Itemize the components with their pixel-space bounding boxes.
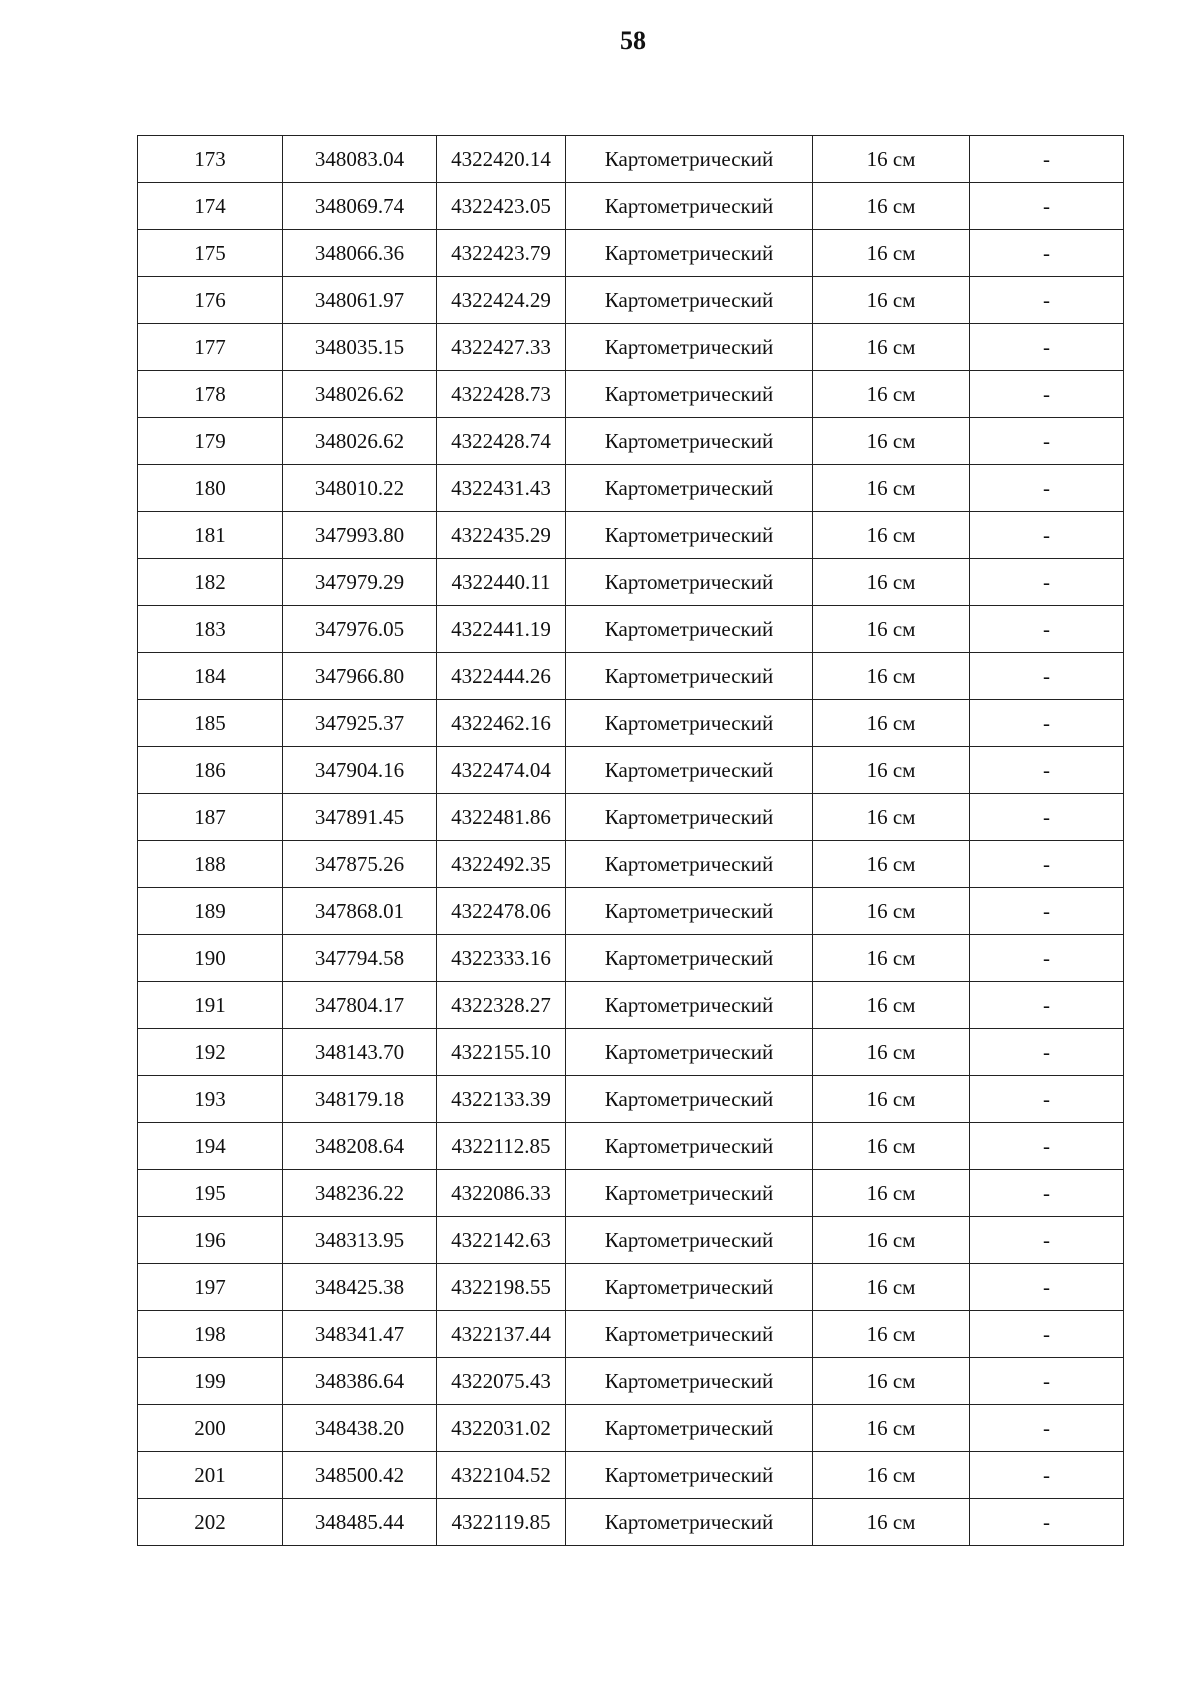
table-row: [138, 935, 1124, 982]
method-cell: Картометрический: [566, 136, 813, 183]
table-row: [138, 1170, 1124, 1217]
y-coordinate-cell: 4322104.52: [437, 1452, 566, 1499]
x-coordinate-cell: 347925.37: [283, 700, 437, 747]
x-coordinate-cell: 348500.42: [283, 1452, 437, 1499]
description-cell: -: [970, 277, 1124, 324]
x-coordinate-cell: 348069.74: [283, 183, 437, 230]
x-coordinate-cell: 347794.58: [283, 935, 437, 982]
point-number-cell: 176: [138, 277, 283, 324]
point-number-cell: 179: [138, 418, 283, 465]
table-row: [138, 1217, 1124, 1264]
accuracy-cell: 16 см: [813, 324, 970, 371]
accuracy-cell: 16 см: [813, 653, 970, 700]
method-cell: Картометрический: [566, 747, 813, 794]
table-row: [138, 418, 1124, 465]
accuracy-cell: 16 см: [813, 1123, 970, 1170]
y-coordinate-cell: 4322075.43: [437, 1358, 566, 1405]
x-coordinate-cell: 347979.29: [283, 559, 437, 606]
y-coordinate-cell: 4322086.33: [437, 1170, 566, 1217]
accuracy-cell: 16 см: [813, 888, 970, 935]
y-coordinate-cell: 4322137.44: [437, 1311, 566, 1358]
x-coordinate-cell: 348066.36: [283, 230, 437, 277]
accuracy-cell: 16 см: [813, 747, 970, 794]
x-coordinate-cell: 348061.97: [283, 277, 437, 324]
method-cell: Картометрический: [566, 653, 813, 700]
method-cell: Картометрический: [566, 230, 813, 277]
y-coordinate-cell: 4322420.14: [437, 136, 566, 183]
point-number-cell: 186: [138, 747, 283, 794]
description-cell: -: [970, 1358, 1124, 1405]
y-coordinate-cell: 4322428.74: [437, 418, 566, 465]
description-cell: -: [970, 1405, 1124, 1452]
table-row: [138, 700, 1124, 747]
point-number-cell: 174: [138, 183, 283, 230]
y-coordinate-cell: 4322142.63: [437, 1217, 566, 1264]
description-cell: -: [970, 747, 1124, 794]
accuracy-cell: 16 см: [813, 794, 970, 841]
method-cell: Картометрический: [566, 1499, 813, 1546]
x-coordinate-cell: 348179.18: [283, 1076, 437, 1123]
point-number-cell: 192: [138, 1029, 283, 1076]
x-coordinate-cell: 348026.62: [283, 371, 437, 418]
point-number-cell: 198: [138, 1311, 283, 1358]
table-row: [138, 1405, 1124, 1452]
method-cell: Картометрический: [566, 794, 813, 841]
y-coordinate-cell: 4322423.79: [437, 230, 566, 277]
accuracy-cell: 16 см: [813, 1452, 970, 1499]
x-coordinate-cell: 348313.95: [283, 1217, 437, 1264]
description-cell: -: [970, 841, 1124, 888]
description-cell: -: [970, 1499, 1124, 1546]
x-coordinate-cell: 348341.47: [283, 1311, 437, 1358]
x-coordinate-cell: 348438.20: [283, 1405, 437, 1452]
y-coordinate-cell: 4322119.85: [437, 1499, 566, 1546]
y-coordinate-cell: 4322474.04: [437, 747, 566, 794]
accuracy-cell: 16 см: [813, 700, 970, 747]
table-row: [138, 888, 1124, 935]
table-row: [138, 606, 1124, 653]
x-coordinate-cell: 348208.64: [283, 1123, 437, 1170]
point-number-cell: 199: [138, 1358, 283, 1405]
description-cell: -: [970, 794, 1124, 841]
method-cell: Картометрический: [566, 982, 813, 1029]
accuracy-cell: 16 см: [813, 1358, 970, 1405]
method-cell: Картометрический: [566, 935, 813, 982]
point-number-cell: 195: [138, 1170, 283, 1217]
method-cell: Картометрический: [566, 1452, 813, 1499]
point-number-cell: 185: [138, 700, 283, 747]
coordinates-table-body: [138, 136, 1124, 1546]
description-cell: -: [970, 1311, 1124, 1358]
accuracy-cell: 16 см: [813, 841, 970, 888]
method-cell: Картометрический: [566, 1123, 813, 1170]
table-row: [138, 371, 1124, 418]
table-row: [138, 183, 1124, 230]
y-coordinate-cell: 4322424.29: [437, 277, 566, 324]
description-cell: -: [970, 653, 1124, 700]
point-number-cell: 200: [138, 1405, 283, 1452]
accuracy-cell: 16 см: [813, 1264, 970, 1311]
point-number-cell: 194: [138, 1123, 283, 1170]
description-cell: -: [970, 1076, 1124, 1123]
point-number-cell: 202: [138, 1499, 283, 1546]
x-coordinate-cell: 348083.04: [283, 136, 437, 183]
accuracy-cell: 16 см: [813, 1029, 970, 1076]
table-row: [138, 653, 1124, 700]
table-row: [138, 559, 1124, 606]
y-coordinate-cell: 4322435.29: [437, 512, 566, 559]
point-number-cell: 188: [138, 841, 283, 888]
x-coordinate-cell: 347891.45: [283, 794, 437, 841]
x-coordinate-cell: 347868.01: [283, 888, 437, 935]
point-number-cell: 196: [138, 1217, 283, 1264]
y-coordinate-cell: 4322198.55: [437, 1264, 566, 1311]
y-coordinate-cell: 4322133.39: [437, 1076, 566, 1123]
description-cell: -: [970, 1123, 1124, 1170]
point-number-cell: 197: [138, 1264, 283, 1311]
y-coordinate-cell: 4322333.16: [437, 935, 566, 982]
accuracy-cell: 16 см: [813, 982, 970, 1029]
description-cell: -: [970, 418, 1124, 465]
description-cell: -: [970, 183, 1124, 230]
point-number-cell: 193: [138, 1076, 283, 1123]
x-coordinate-cell: 348035.15: [283, 324, 437, 371]
table-row: [138, 324, 1124, 371]
method-cell: Картометрический: [566, 512, 813, 559]
description-cell: -: [970, 888, 1124, 935]
description-cell: -: [970, 371, 1124, 418]
x-coordinate-cell: 348026.62: [283, 418, 437, 465]
description-cell: -: [970, 465, 1124, 512]
y-coordinate-cell: 4322328.27: [437, 982, 566, 1029]
table-row: [138, 1029, 1124, 1076]
description-cell: -: [970, 606, 1124, 653]
y-coordinate-cell: 4322444.26: [437, 653, 566, 700]
point-number-cell: 191: [138, 982, 283, 1029]
point-number-cell: 201: [138, 1452, 283, 1499]
x-coordinate-cell: 348010.22: [283, 465, 437, 512]
x-coordinate-cell: 348236.22: [283, 1170, 437, 1217]
accuracy-cell: 16 см: [813, 183, 970, 230]
method-cell: Картометрический: [566, 1076, 813, 1123]
x-coordinate-cell: 347875.26: [283, 841, 437, 888]
description-cell: -: [970, 935, 1124, 982]
method-cell: Картометрический: [566, 1217, 813, 1264]
point-number-cell: 180: [138, 465, 283, 512]
method-cell: Картометрический: [566, 277, 813, 324]
x-coordinate-cell: 347993.80: [283, 512, 437, 559]
accuracy-cell: 16 см: [813, 1217, 970, 1264]
point-number-cell: 173: [138, 136, 283, 183]
method-cell: Картометрический: [566, 1264, 813, 1311]
accuracy-cell: 16 см: [813, 1499, 970, 1546]
y-coordinate-cell: 4322462.16: [437, 700, 566, 747]
y-coordinate-cell: 4322155.10: [437, 1029, 566, 1076]
x-coordinate-cell: 347976.05: [283, 606, 437, 653]
description-cell: -: [970, 1170, 1124, 1217]
accuracy-cell: 16 см: [813, 136, 970, 183]
accuracy-cell: 16 см: [813, 606, 970, 653]
point-number-cell: 183: [138, 606, 283, 653]
description-cell: -: [970, 1452, 1124, 1499]
description-cell: -: [970, 324, 1124, 371]
point-number-cell: 175: [138, 230, 283, 277]
accuracy-cell: 16 см: [813, 1405, 970, 1452]
method-cell: Картометрический: [566, 183, 813, 230]
method-cell: Картометрический: [566, 888, 813, 935]
x-coordinate-cell: 347966.80: [283, 653, 437, 700]
description-cell: -: [970, 1029, 1124, 1076]
y-coordinate-cell: 4322431.43: [437, 465, 566, 512]
x-coordinate-cell: 348386.64: [283, 1358, 437, 1405]
accuracy-cell: 16 см: [813, 277, 970, 324]
method-cell: Картометрический: [566, 1358, 813, 1405]
table-row: [138, 1311, 1124, 1358]
y-coordinate-cell: 4322478.06: [437, 888, 566, 935]
y-coordinate-cell: 4322441.19: [437, 606, 566, 653]
coordinates-table: [137, 135, 1124, 1546]
accuracy-cell: 16 см: [813, 559, 970, 606]
point-number-cell: 177: [138, 324, 283, 371]
y-coordinate-cell: 4322031.02: [437, 1405, 566, 1452]
y-coordinate-cell: 4322440.11: [437, 559, 566, 606]
table-row: [138, 1499, 1124, 1546]
table-row: [138, 747, 1124, 794]
table-row: [138, 794, 1124, 841]
accuracy-cell: 16 см: [813, 230, 970, 277]
table-row: [138, 982, 1124, 1029]
page-number: 58: [620, 26, 646, 55]
x-coordinate-cell: 347904.16: [283, 747, 437, 794]
description-cell: -: [970, 1264, 1124, 1311]
y-coordinate-cell: 4322427.33: [437, 324, 566, 371]
accuracy-cell: 16 см: [813, 418, 970, 465]
x-coordinate-cell: 348485.44: [283, 1499, 437, 1546]
description-cell: -: [970, 700, 1124, 747]
method-cell: Картометрический: [566, 418, 813, 465]
table-row: [138, 1123, 1124, 1170]
x-coordinate-cell: 348425.38: [283, 1264, 437, 1311]
point-number-cell: 178: [138, 371, 283, 418]
x-coordinate-cell: 348143.70: [283, 1029, 437, 1076]
table-row: [138, 841, 1124, 888]
description-cell: -: [970, 559, 1124, 606]
method-cell: Картометрический: [566, 1170, 813, 1217]
point-number-cell: 182: [138, 559, 283, 606]
table-row: [138, 1358, 1124, 1405]
x-coordinate-cell: 347804.17: [283, 982, 437, 1029]
table-row: [138, 1076, 1124, 1123]
point-number-cell: 190: [138, 935, 283, 982]
y-coordinate-cell: 4322423.05: [437, 183, 566, 230]
method-cell: Картометрический: [566, 700, 813, 747]
accuracy-cell: 16 см: [813, 935, 970, 982]
method-cell: Картометрический: [566, 371, 813, 418]
method-cell: Картометрический: [566, 465, 813, 512]
method-cell: Картометрический: [566, 1029, 813, 1076]
point-number-cell: 189: [138, 888, 283, 935]
accuracy-cell: 16 см: [813, 1170, 970, 1217]
table-row: [138, 136, 1124, 183]
table-row: [138, 1264, 1124, 1311]
method-cell: Картометрический: [566, 559, 813, 606]
description-cell: -: [970, 230, 1124, 277]
y-coordinate-cell: 4322481.86: [437, 794, 566, 841]
accuracy-cell: 16 см: [813, 512, 970, 559]
point-number-cell: 181: [138, 512, 283, 559]
description-cell: -: [970, 136, 1124, 183]
method-cell: Картометрический: [566, 606, 813, 653]
y-coordinate-cell: 4322428.73: [437, 371, 566, 418]
accuracy-cell: 16 см: [813, 1311, 970, 1358]
accuracy-cell: 16 см: [813, 371, 970, 418]
table-row: [138, 465, 1124, 512]
description-cell: -: [970, 982, 1124, 1029]
table-row: [138, 1452, 1124, 1499]
table-row: [138, 230, 1124, 277]
point-number-cell: 184: [138, 653, 283, 700]
point-number-cell: 187: [138, 794, 283, 841]
method-cell: Картометрический: [566, 841, 813, 888]
accuracy-cell: 16 см: [813, 1076, 970, 1123]
description-cell: -: [970, 1217, 1124, 1264]
table-row: [138, 512, 1124, 559]
y-coordinate-cell: 4322492.35: [437, 841, 566, 888]
table-row: [138, 277, 1124, 324]
description-cell: -: [970, 512, 1124, 559]
method-cell: Картометрический: [566, 1405, 813, 1452]
y-coordinate-cell: 4322112.85: [437, 1123, 566, 1170]
method-cell: Картометрический: [566, 1311, 813, 1358]
method-cell: Картометрический: [566, 324, 813, 371]
accuracy-cell: 16 см: [813, 465, 970, 512]
